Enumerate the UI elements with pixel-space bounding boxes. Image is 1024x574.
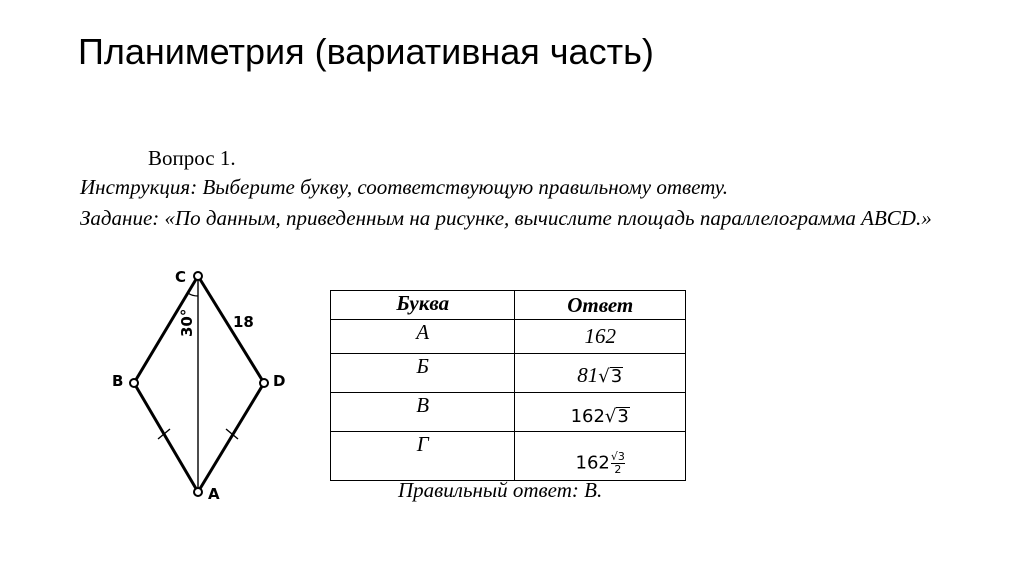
side-da xyxy=(198,383,264,492)
label-side-18: 18 xyxy=(233,313,254,331)
table-row xyxy=(331,354,686,393)
row-answer xyxy=(515,354,686,393)
header-answer: Ответ xyxy=(515,291,686,320)
answer-coefficient: 162 xyxy=(570,406,605,427)
side-ba xyxy=(134,383,198,492)
label-angle-30: 30° xyxy=(178,308,196,337)
angle-arc xyxy=(188,293,198,296)
label-b: B xyxy=(112,372,124,390)
label-c: C xyxy=(175,268,187,286)
label-a: A xyxy=(208,485,220,503)
header-letter: Буква xyxy=(331,291,515,320)
sqrt-sign: √3 xyxy=(598,366,623,387)
question-number: Вопрос 1. xyxy=(148,146,236,170)
question-instruction: Инструкция: Выберите букву, соответствующую правильному ответу. xyxy=(80,175,729,199)
row-letter: А xyxy=(331,320,515,354)
row-letter: Б xyxy=(331,354,515,393)
row-answer xyxy=(515,393,686,432)
vertex-c xyxy=(194,272,202,280)
answer-coefficient: 162 xyxy=(575,452,610,474)
answers-table xyxy=(330,290,686,481)
row-letter: Г xyxy=(331,432,515,481)
answer-radicand: 3 xyxy=(617,406,629,427)
row-letter: В xyxy=(331,393,515,432)
question-task: Задание: «По данным, приведенным на рисунке, вычислите площадь параллелограмма ABCD.» xyxy=(80,206,932,230)
fraction-numerator: √3 xyxy=(610,450,625,463)
correct-answer: Правильный ответ: В. xyxy=(398,478,603,502)
table-row xyxy=(331,393,686,432)
vertex-d xyxy=(260,379,268,387)
answer-fraction xyxy=(611,451,625,476)
vertex-b xyxy=(130,379,138,387)
row-answer: 162 xyxy=(515,320,686,354)
label-d: D xyxy=(273,372,286,390)
side-cd xyxy=(198,276,264,383)
answer-radicand: 3 xyxy=(610,366,623,387)
slide-title: Планиметрия (вариативная часть) xyxy=(78,31,654,72)
table-row xyxy=(331,320,686,354)
row-answer xyxy=(515,432,686,481)
fraction-denominator: 2 xyxy=(614,463,622,476)
table-row xyxy=(331,432,686,481)
parallelogram-figure xyxy=(100,262,300,507)
answer-coefficient: 81 xyxy=(577,363,599,387)
sqrt-sign: √3 xyxy=(604,406,629,427)
tick-mark-ba xyxy=(158,429,170,439)
vertex-a xyxy=(194,488,202,496)
